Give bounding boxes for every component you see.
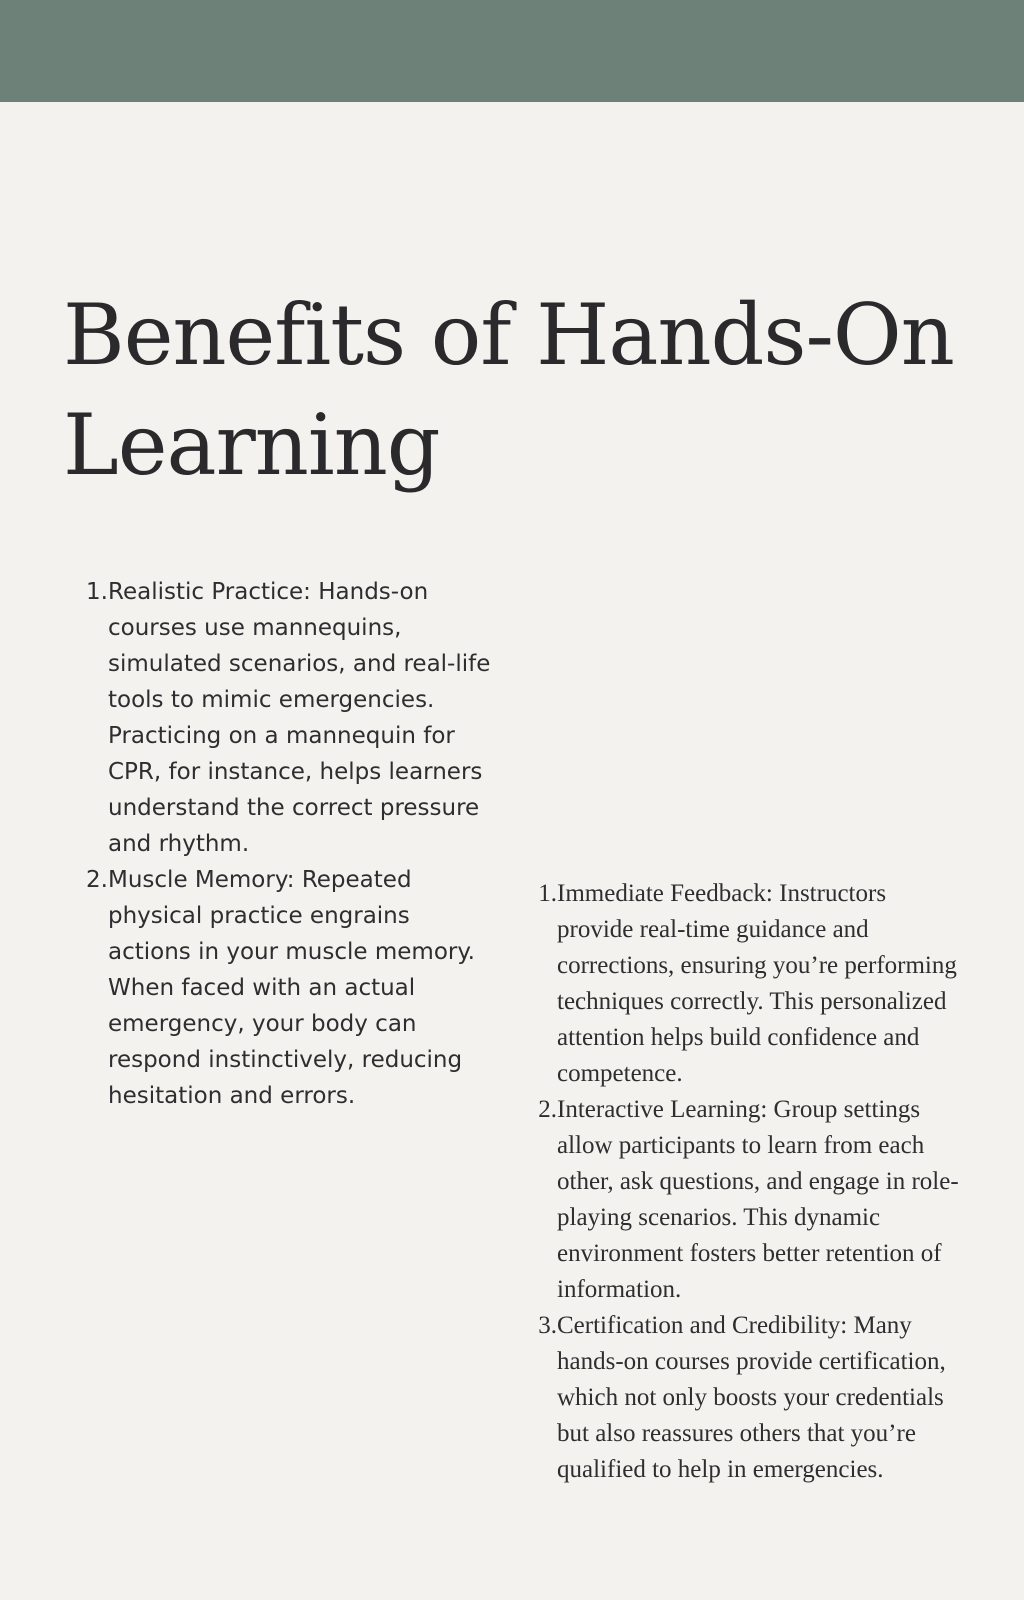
- list-item: [84, 862, 494, 1114]
- list-item-number: 3.: [538, 1312, 557, 1339]
- list-item-text: Certification and Credibility: Many hands-on courses provide certification, which not only boosts your credentials but also reassures others that you’re qualified to help in emergencies.: [557, 1312, 946, 1483]
- list-item: [530, 876, 960, 1092]
- benefits-list-right: [530, 876, 960, 1488]
- list-item: [530, 1092, 960, 1308]
- benefits-list-left: [84, 574, 494, 1114]
- list-item-text: Interactive Learning: Group settings allow participants to learn from each other, ask questions, and engage in role-playing scenarios. This dynamic environment fosters better retention of information.: [557, 1096, 959, 1303]
- list-item-number: 2.: [86, 867, 108, 893]
- list-item: [84, 574, 494, 862]
- page-title: Benefits of Hands-On Learning: [63, 286, 954, 494]
- list-item-number: 1.: [538, 880, 557, 907]
- list-item-number: 2.: [538, 1096, 557, 1123]
- list-item-text: Immediate Feedback: Instructors provide real-time guidance and corrections, ensuring you’re performing techniques correctly. This personalized attention helps build confidence and competence.: [557, 880, 957, 1087]
- list-item-number: 1.: [86, 579, 108, 605]
- list-item: [530, 1308, 960, 1488]
- header-band: [0, 0, 1024, 102]
- list-item-text: Realistic Practice: Hands-on courses use mannequins, simulated scenarios, and real-life tools to mimic emergencies. Practicing on a mannequin for CPR, for instance, helps learners understand the correct pressure and rhythm.: [108, 579, 491, 857]
- list-item-text: Muscle Memory: Repeated physical practice engrains actions in your muscle memory. When faced with an actual emergency, your body can respond instinctively, reducing hesitation and errors.: [108, 867, 475, 1109]
